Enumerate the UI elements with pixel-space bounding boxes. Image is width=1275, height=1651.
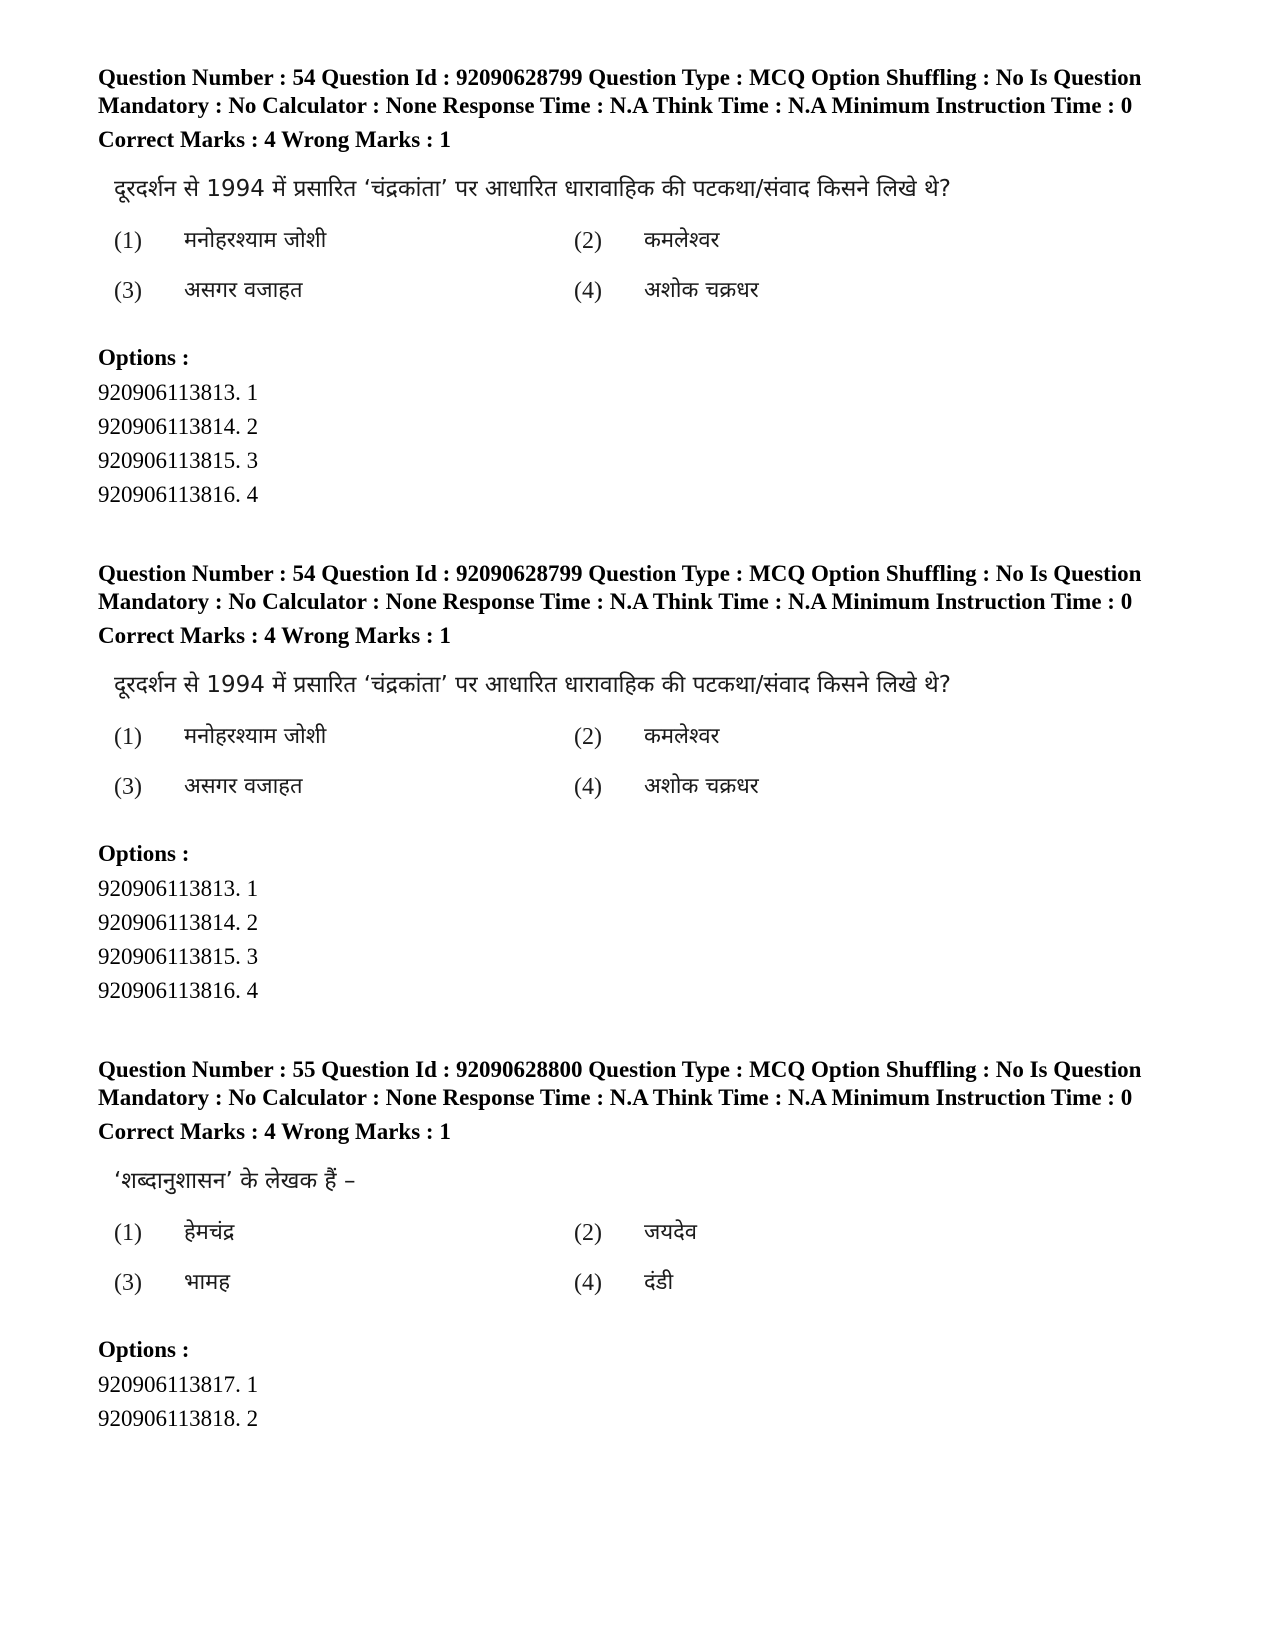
question-text: दूरदर्शन से 1994 में प्रसारित ‘चंद्रकांता’ पर आधारित धारावाहिक की पटकथा/संवाद किसने लिखे थे? (114, 176, 951, 202)
options-label: Options : (98, 1337, 190, 1362)
choice-label: अशोक चक्रधर (644, 774, 759, 799)
choice-label: असगर वजाहत (184, 774, 303, 799)
choice-label: कमलेश्वर (644, 724, 720, 749)
choice-item (114, 1218, 574, 1248)
choice-item (574, 1268, 974, 1298)
choice-label: दंडी (644, 1270, 674, 1295)
question-block (98, 64, 1178, 512)
choice-label: भामह (184, 1270, 231, 1295)
choice-number: (1) (114, 724, 142, 750)
choice-number: (1) (114, 228, 142, 254)
document-page (98, 64, 1178, 1436)
option-line: 920906113815. 3 (98, 448, 259, 473)
option-line: 920906113814. 2 (98, 414, 259, 439)
choice-label: जयदेव (644, 1220, 697, 1245)
choice-item (574, 722, 974, 752)
choice-item (574, 772, 974, 802)
option-line: 920906113816. 4 (98, 978, 259, 1003)
choice-label: कमलेश्वर (644, 228, 720, 253)
question-text: दूरदर्शन से 1994 में प्रसारित ‘चंद्रकांता’ पर आधारित धारावाहिक की पटकथा/संवाद किसने लिखे थे? (114, 672, 951, 698)
question-header: Question Number : 54 Question Id : 92090628799 Question Type : MCQ Option Shuffling : No Is Question Mandatory : No Calculator : None Response Time : N.A Think Time : N.A Minimum Instruction Time : 0 (98, 561, 1142, 614)
option-line: 920906113813. 1 (98, 380, 259, 405)
choice-item (574, 226, 974, 256)
choice-label: हेमचंद्र (184, 1220, 235, 1245)
choice-item (114, 772, 574, 802)
choice-number: (2) (574, 1220, 602, 1246)
question-header: Question Number : 55 Question Id : 92090628800 Question Type : MCQ Option Shuffling : No Is Question Mandatory : No Calculator : None Response Time : N.A Think Time : N.A Minimum Instruction Time : 0 (98, 1057, 1142, 1110)
question-text: ‘शब्दानुशासन’ के लेखक हैं – (114, 1168, 356, 1194)
choice-item (114, 1268, 574, 1298)
choice-item (114, 722, 574, 752)
choice-grid (114, 226, 1178, 306)
option-line: 920906113815. 3 (98, 944, 259, 969)
question-block (98, 560, 1178, 1008)
option-line: 920906113818. 2 (98, 1406, 259, 1431)
option-line: 920906113817. 1 (98, 1372, 259, 1397)
choice-item (114, 276, 574, 306)
options-label: Options : (98, 345, 190, 370)
choice-grid (114, 722, 1178, 802)
choice-number: (1) (114, 1220, 142, 1246)
choice-label: मनोहरश्याम जोशी (184, 228, 327, 253)
choice-label: अशोक चक्रधर (644, 278, 759, 303)
question-block (98, 1056, 1178, 1436)
question-header: Question Number : 54 Question Id : 92090628799 Question Type : MCQ Option Shuffling : No Is Question Mandatory : No Calculator : None Response Time : N.A Think Time : N.A Minimum Instruction Time : 0 (98, 65, 1142, 118)
choice-number: (4) (574, 278, 602, 304)
options-label: Options : (98, 841, 190, 866)
choice-number: (2) (574, 724, 602, 750)
choice-number: (4) (574, 774, 602, 800)
question-marks: Correct Marks : 4 Wrong Marks : 1 (98, 623, 451, 648)
choice-label: मनोहरश्याम जोशी (184, 724, 327, 749)
choice-item (574, 1218, 974, 1248)
option-line: 920906113816. 4 (98, 482, 259, 507)
choice-label: असगर वजाहत (184, 278, 303, 303)
choice-number: (3) (114, 1270, 142, 1296)
question-marks: Correct Marks : 4 Wrong Marks : 1 (98, 1119, 451, 1144)
choice-number: (4) (574, 1270, 602, 1296)
choice-number: (3) (114, 278, 142, 304)
option-line: 920906113814. 2 (98, 910, 259, 935)
choice-grid (114, 1218, 1178, 1298)
choice-number: (3) (114, 774, 142, 800)
choice-number: (2) (574, 228, 602, 254)
option-line: 920906113813. 1 (98, 876, 259, 901)
choice-item (574, 276, 974, 306)
question-marks: Correct Marks : 4 Wrong Marks : 1 (98, 127, 451, 152)
choice-item (114, 226, 574, 256)
